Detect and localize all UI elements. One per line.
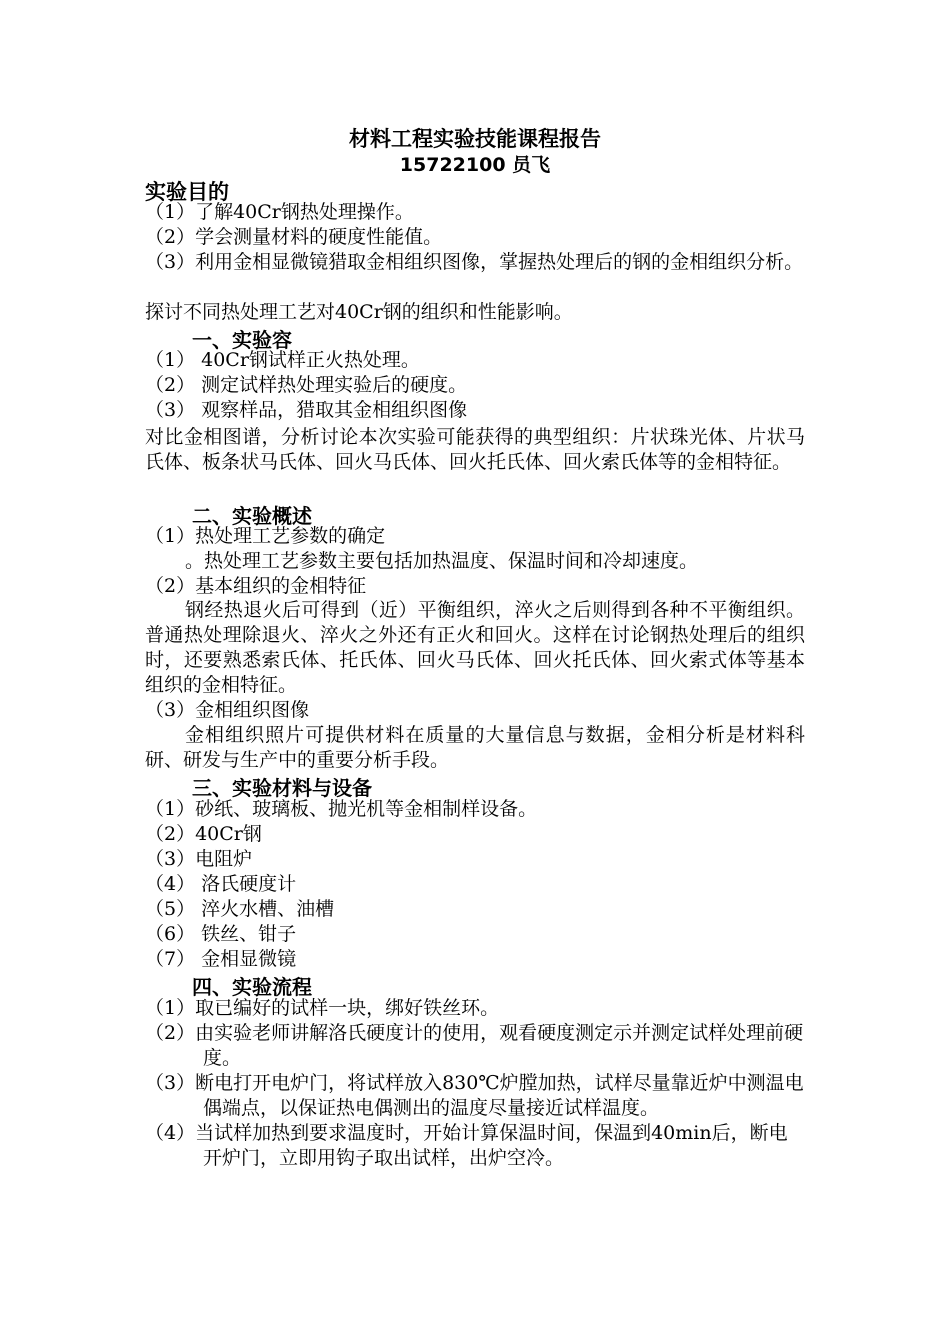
list-item: （3）利用金相显微镜猎取金相组织图像，掌握热处理后的钢的金相组织分析。 [145, 251, 804, 273]
content-list [145, 348, 805, 423]
section-heading-purpose: 实验目的 [145, 180, 229, 204]
purpose-list [145, 200, 805, 275]
overview-subheading-2: （2）基本组织的金相特征 [145, 575, 367, 597]
list-item: （2）学会测量材料的硬度性能值。 [145, 226, 443, 248]
content-paragraph: 对比金相图谱，分析讨论本次实验可能获得的典型组织：片状珠光体、片状马氏体、板条状马氏体、回火马氏体、回火托氏体、回火索氏体等的金相特征。 [145, 426, 805, 473]
list-item: （4）当试样加热到要求温度时，开始计算保温时间，保温到40min后，断电开炉门，立即用钩子取出试样，出炉空冷。 [145, 1122, 788, 1169]
list-item: （4） 洛氏硬度计 [145, 873, 297, 895]
list-item: （2） 测定试样热处理实验后的硬度。 [145, 374, 468, 396]
section-heading-overview: 二、实验概述 [192, 504, 312, 528]
section-heading-process: 四、实验流程 [192, 975, 312, 999]
purpose-paragraph: 探讨不同热处理工艺对40Cr钢的组织和性能影响。 [145, 301, 573, 323]
section-heading-content: 一、实验容 [192, 328, 292, 352]
overview-text-1: 。热处理工艺参数主要包括加热温度、保温时间和冷却速度。 [185, 550, 699, 572]
section-heading-materials: 三、实验材料与设备 [192, 776, 372, 800]
list-item: （1）了解40Cr钢热处理操作。 [145, 201, 414, 223]
materials-list [145, 797, 805, 972]
list-item: （6） 铁丝、钳子 [145, 923, 297, 945]
list-item: （3）断电打开电炉门，将试样放入830℃炉膛加热，试样尽量靠近炉中测温电偶端点，以保证热电偶测出的温度尽量接近试样温度。 [145, 1072, 804, 1119]
list-item: （2）40Cr钢 [145, 823, 262, 845]
list-item: （7） 金相显微镜 [145, 948, 297, 970]
overview-subheading-1: （1）热处理工艺参数的确定 [145, 525, 386, 547]
list-item: （3）电阻炉 [145, 848, 253, 870]
process-list [145, 996, 805, 1171]
list-item: （2）由实验老师讲解洛氏硬度计的使用，观看硬度测定示并测定试样处理前硬度。 [145, 1022, 804, 1069]
list-item: （1）砂纸、玻璃板、抛光机等金相制样设备。 [145, 798, 538, 820]
list-item: （3） 观察样品，猎取其金相组织图像 [145, 399, 468, 421]
list-item: （1）取已编好的试样一块，绑好铁丝环。 [145, 997, 500, 1019]
list-item: （5） 淬火水槽、油槽 [145, 898, 335, 920]
list-item: （1） 40Cr钢试样正火热处理。 [145, 349, 420, 371]
document-title: 材料工程实验技能课程报告 [349, 126, 601, 151]
overview-text-3: 金相组织照片可提供材料在质量的大量信息与数据，金相分析是材料科研、研发与生产中的重要分析手段。 [145, 724, 805, 771]
overview-text-2: 钢经热退火后可得到（近）平衡组织，淬火之后则得到各种不平衡组织。普通热处理除退火、淬火之外还有正火和回火。这样在讨论钢热处理后的组织时，还要熟悉索氏体、托氏体、回火马氏体、回火托氏体、回火索式体等基本组织的金相特征。 [145, 599, 805, 696]
document-subtitle: 15722100 员飞 [399, 154, 551, 176]
overview-subheading-3: （3）金相组织图像 [145, 699, 310, 721]
